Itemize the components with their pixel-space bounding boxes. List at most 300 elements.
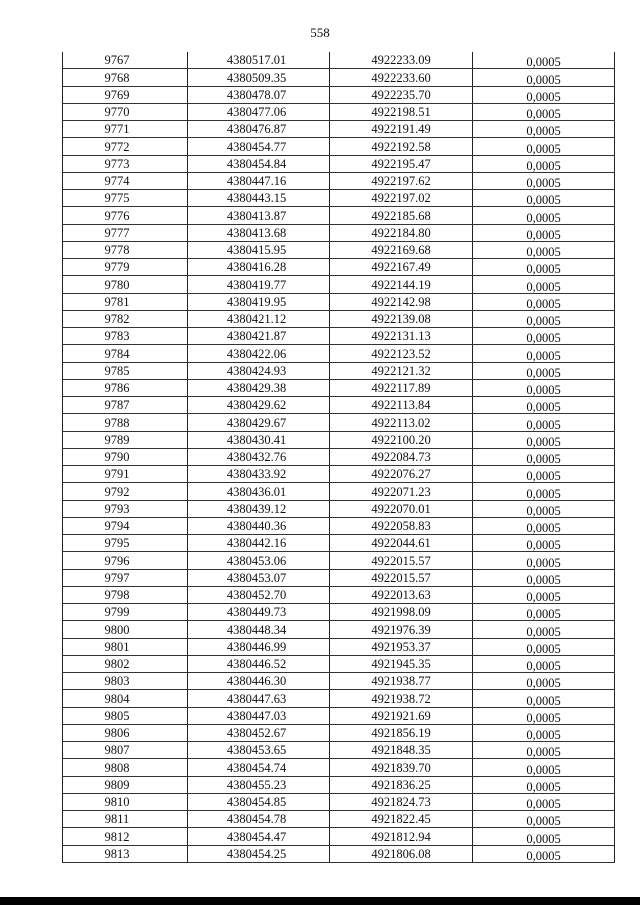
- accuracy-cell: [473, 328, 615, 345]
- accuracy-cell: [473, 69, 615, 86]
- x-coordinate-cell: [188, 310, 330, 327]
- x-coordinate-cell-text: 4380454.47: [226, 829, 287, 844]
- point-number-cell-text: 9795: [104, 536, 130, 551]
- accuracy-cell: [473, 535, 615, 552]
- point-number-cell-text: 9785: [104, 363, 130, 378]
- point-number-cell: [63, 86, 188, 103]
- accuracy-cell: [473, 586, 615, 603]
- accuracy-cell: [473, 52, 615, 69]
- x-coordinate-cell: [188, 52, 330, 69]
- table-row: [63, 414, 615, 431]
- point-number-cell: [63, 138, 188, 155]
- table-row: [63, 552, 615, 569]
- point-number-cell-text: 9769: [104, 87, 130, 102]
- accuracy-cell-text: 0,0005: [526, 469, 561, 484]
- point-number-cell: [63, 259, 188, 276]
- accuracy-cell-text: 0,0005: [526, 314, 561, 328]
- y-coordinate-cell-text: 4922198.51: [371, 105, 431, 119]
- x-coordinate-cell: [188, 569, 330, 586]
- table-row: [63, 707, 615, 724]
- accuracy-cell-text: 0,0005: [526, 365, 561, 380]
- y-coordinate-cell: [330, 535, 473, 552]
- table-row: [63, 86, 615, 103]
- y-coordinate-cell: [330, 379, 473, 396]
- y-coordinate-cell-text: 4921945.35: [371, 657, 431, 671]
- point-number-cell: [63, 362, 188, 379]
- y-coordinate-cell-text: 4922015.57: [371, 553, 431, 568]
- point-number-cell: [63, 828, 188, 845]
- point-number-cell: [63, 103, 188, 120]
- y-coordinate-cell-text: 4921839.70: [371, 760, 431, 775]
- x-coordinate-cell-text: 4380442.16: [226, 536, 287, 551]
- point-number-cell: [63, 293, 188, 310]
- accuracy-cell: [473, 552, 615, 569]
- y-coordinate-cell-text: 4922195.47: [371, 156, 431, 171]
- table-row: [63, 535, 615, 552]
- x-coordinate-cell-text: 4380454.84: [226, 156, 287, 171]
- y-coordinate-cell-text: 4922139.08: [371, 312, 431, 326]
- accuracy-cell-text: 0,0005: [526, 383, 561, 397]
- y-coordinate-cell-text: 4922071.23: [371, 484, 431, 499]
- x-coordinate-cell: [188, 431, 330, 448]
- accuracy-cell: [473, 828, 615, 845]
- y-coordinate-cell: [330, 724, 473, 741]
- accuracy-cell-text: 0,0005: [526, 452, 561, 466]
- table-row: [63, 690, 615, 707]
- x-coordinate-cell: [188, 259, 330, 276]
- point-number-cell-text: 9770: [104, 105, 130, 119]
- accuracy-cell: [473, 483, 615, 500]
- point-number-cell: [63, 638, 188, 655]
- table-row: [63, 138, 615, 155]
- accuracy-cell-text: 0,0005: [526, 227, 561, 242]
- accuracy-cell: [473, 673, 615, 690]
- point-number-cell-text: 9812: [104, 829, 130, 844]
- table-row: [63, 500, 615, 517]
- y-coordinate-cell: [330, 259, 473, 276]
- point-number-cell: [63, 552, 188, 569]
- y-coordinate-cell: [330, 414, 473, 431]
- accuracy-cell-text: 0,0005: [526, 745, 561, 760]
- point-number-cell-text: 9808: [104, 760, 130, 775]
- x-coordinate-cell: [188, 776, 330, 793]
- point-number-cell: [63, 310, 188, 327]
- y-coordinate-cell-text: 4922123.52: [371, 346, 431, 361]
- y-coordinate-cell: [330, 345, 473, 362]
- y-coordinate-cell-text: 4922197.02: [371, 191, 431, 206]
- table-row: [63, 345, 615, 362]
- point-number-cell-text: 9803: [104, 674, 130, 689]
- accuracy-cell: [473, 241, 615, 258]
- accuracy-cell: [473, 276, 615, 293]
- x-coordinate-cell-text: 4380421.87: [226, 329, 287, 344]
- y-coordinate-cell-text: 4922070.01: [371, 501, 431, 516]
- accuracy-cell-text: 0,0005: [526, 434, 561, 449]
- accuracy-cell-text: 0,0005: [526, 124, 561, 139]
- table-row: [63, 293, 615, 310]
- y-coordinate-cell: [330, 69, 473, 86]
- table-row: [63, 466, 615, 483]
- point-number-cell: [63, 155, 188, 172]
- accuracy-cell: [473, 414, 615, 431]
- y-coordinate-cell: [330, 569, 473, 586]
- y-coordinate-cell: [330, 655, 473, 672]
- x-coordinate-cell-text: 4380446.52: [226, 657, 287, 671]
- point-number-cell-text: 9767: [104, 53, 130, 68]
- y-coordinate-cell-text: 4921822.45: [371, 812, 431, 827]
- table-row: [63, 759, 615, 776]
- x-coordinate-cell-text: 4380433.92: [226, 467, 287, 482]
- accuracy-cell: [473, 569, 615, 586]
- accuracy-cell-text: 0,0005: [526, 710, 561, 725]
- point-number-cell-text: 9797: [104, 570, 130, 585]
- accuracy-cell: [473, 707, 615, 724]
- table-row: [63, 586, 615, 603]
- table-row: [63, 172, 615, 189]
- accuracy-cell: [473, 621, 615, 638]
- point-number-cell: [63, 345, 188, 362]
- table-row: [63, 621, 615, 638]
- accuracy-cell-text: 0,0005: [526, 72, 561, 87]
- point-number-cell-text: 9792: [104, 484, 130, 499]
- accuracy-cell-text: 0,0005: [526, 572, 561, 587]
- x-coordinate-cell-text: 4380455.23: [226, 777, 287, 792]
- y-coordinate-cell-text: 4922058.83: [371, 519, 431, 533]
- x-coordinate-cell-text: 4380449.73: [226, 605, 287, 620]
- table-row: [63, 103, 615, 120]
- table-row: [63, 190, 615, 207]
- point-number-cell-text: 9805: [104, 708, 130, 723]
- accuracy-cell: [473, 379, 615, 396]
- page-number: 558: [310, 25, 330, 40]
- point-number-cell: [63, 517, 188, 534]
- point-number-cell: [63, 397, 188, 414]
- point-number-cell-text: 9800: [104, 622, 130, 637]
- y-coordinate-cell-text: 4922233.09: [371, 53, 431, 68]
- x-coordinate-cell-text: 4380448.34: [226, 622, 287, 637]
- y-coordinate-cell: [330, 811, 473, 828]
- y-coordinate-cell: [330, 362, 473, 379]
- y-coordinate-cell-text: 4922184.80: [371, 225, 431, 240]
- x-coordinate-cell-text: 4380429.67: [226, 415, 287, 430]
- point-number-cell: [63, 707, 188, 724]
- x-coordinate-cell-text: 4380452.67: [226, 726, 287, 740]
- x-coordinate-cell-text: 4380447.16: [226, 174, 287, 188]
- point-number-cell: [63, 759, 188, 776]
- x-coordinate-cell-text: 4380517.01: [226, 53, 287, 68]
- point-number-cell-text: 9779: [104, 260, 130, 275]
- point-number-cell: [63, 845, 188, 862]
- y-coordinate-cell: [330, 276, 473, 293]
- x-coordinate-cell: [188, 155, 330, 172]
- point-number-cell: [63, 690, 188, 707]
- table-row: [63, 517, 615, 534]
- x-coordinate-cell-text: 4380436.01: [226, 484, 287, 499]
- point-number-cell-text: 9771: [104, 122, 130, 137]
- accuracy-cell-text: 0,0005: [526, 607, 561, 622]
- y-coordinate-cell-text: 4922113.02: [371, 415, 431, 430]
- table-row: [63, 362, 615, 379]
- x-coordinate-cell-text: 4380454.25: [226, 846, 287, 861]
- y-coordinate-cell-text: 4922142.98: [371, 294, 431, 309]
- x-coordinate-cell: [188, 552, 330, 569]
- point-number-cell-text: 9776: [104, 208, 130, 223]
- point-number-cell-text: 9778: [104, 243, 130, 257]
- y-coordinate-cell-text: 4922121.32: [371, 363, 431, 378]
- x-coordinate-cell-text: 4380413.87: [226, 208, 287, 223]
- point-number-cell: [63, 276, 188, 293]
- point-number-cell: [63, 655, 188, 672]
- y-coordinate-cell: [330, 431, 473, 448]
- accuracy-cell-text: 0,0005: [526, 262, 561, 277]
- point-number-cell: [63, 569, 188, 586]
- accuracy-cell: [473, 103, 615, 120]
- y-coordinate-cell: [330, 155, 473, 172]
- accuracy-cell-text: 0,0005: [526, 693, 561, 708]
- y-coordinate-cell-text: 4921806.08: [371, 846, 431, 861]
- x-coordinate-cell-text: 4380454.78: [226, 812, 287, 827]
- x-coordinate-cell-text: 4380446.30: [226, 674, 287, 689]
- x-coordinate-cell: [188, 500, 330, 517]
- accuracy-cell-text: 0,0005: [526, 279, 561, 294]
- point-number-cell-text: 9807: [104, 743, 130, 758]
- accuracy-cell: [473, 655, 615, 672]
- accuracy-cell: [473, 397, 615, 414]
- x-coordinate-cell-text: 4380447.03: [226, 708, 287, 723]
- point-number-cell: [63, 500, 188, 517]
- point-number-cell-text: 9794: [104, 519, 130, 533]
- y-coordinate-cell-text: 4922100.20: [371, 432, 431, 447]
- y-coordinate-cell-text: 4922113.84: [371, 398, 431, 413]
- table-row: [63, 52, 615, 69]
- x-coordinate-cell-text: 4380477.06: [226, 105, 287, 119]
- accuracy-cell-text: 0,0005: [526, 176, 561, 190]
- table-row: [63, 828, 615, 845]
- x-coordinate-cell-text: 4380476.87: [226, 122, 287, 137]
- y-coordinate-cell-text: 4921976.39: [371, 622, 431, 637]
- y-coordinate-cell: [330, 828, 473, 845]
- accuracy-cell-text: 0,0005: [526, 521, 561, 535]
- point-number-cell-text: 9811: [104, 812, 130, 827]
- x-coordinate-cell-text: 4380419.95: [226, 294, 287, 309]
- y-coordinate-cell: [330, 138, 473, 155]
- point-number-cell-text: 9788: [104, 415, 130, 430]
- x-coordinate-cell-text: 4380429.38: [226, 381, 287, 395]
- point-number-cell-text: 9804: [104, 691, 130, 706]
- point-number-cell: [63, 586, 188, 603]
- x-coordinate-cell-text: 4380413.68: [226, 225, 287, 240]
- table-row: [63, 276, 615, 293]
- accuracy-cell-text: 0,0005: [526, 417, 561, 432]
- y-coordinate-cell-text: 4921938.77: [371, 674, 431, 689]
- x-coordinate-cell: [188, 172, 330, 189]
- table-row: [63, 328, 615, 345]
- y-coordinate-cell: [330, 673, 473, 690]
- y-coordinate-cell: [330, 638, 473, 655]
- y-coordinate-cell: [330, 707, 473, 724]
- y-coordinate-cell-text: 4922084.73: [371, 450, 431, 464]
- y-coordinate-cell: [330, 172, 473, 189]
- accuracy-cell-text: 0,0005: [526, 245, 561, 259]
- accuracy-cell: [473, 448, 615, 465]
- point-number-cell: [63, 483, 188, 500]
- x-coordinate-cell-text: 4380424.93: [226, 363, 287, 378]
- y-coordinate-cell: [330, 52, 473, 69]
- accuracy-cell: [473, 362, 615, 379]
- accuracy-cell-text: 0,0005: [526, 814, 561, 829]
- x-coordinate-cell: [188, 638, 330, 655]
- x-coordinate-cell: [188, 328, 330, 345]
- accuracy-cell-text: 0,0005: [526, 676, 561, 691]
- x-coordinate-cell: [188, 397, 330, 414]
- x-coordinate-cell-text: 4380509.35: [226, 70, 287, 85]
- point-number-cell: [63, 535, 188, 552]
- y-coordinate-cell: [330, 328, 473, 345]
- x-coordinate-cell-text: 4380478.07: [226, 87, 287, 102]
- accuracy-cell-text: 0,0005: [526, 210, 561, 225]
- y-coordinate-cell: [330, 397, 473, 414]
- x-coordinate-cell-text: 4380439.12: [226, 501, 287, 516]
- accuracy-cell: [473, 759, 615, 776]
- table-row: [63, 569, 615, 586]
- x-coordinate-cell: [188, 707, 330, 724]
- accuracy-cell: [473, 517, 615, 534]
- point-number-cell: [63, 224, 188, 241]
- point-number-cell-text: 9798: [104, 588, 130, 602]
- x-coordinate-cell: [188, 466, 330, 483]
- table-row: [63, 638, 615, 655]
- point-number-cell-text: 9796: [104, 553, 130, 568]
- x-coordinate-cell-text: 4380430.41: [226, 432, 287, 447]
- point-number-cell-text: 9787: [104, 398, 130, 413]
- point-number-cell-text: 9799: [104, 605, 130, 620]
- x-coordinate-cell: [188, 448, 330, 465]
- accuracy-cell: [473, 638, 615, 655]
- point-number-cell: [63, 328, 188, 345]
- point-number-cell-text: 9773: [104, 156, 130, 171]
- x-coordinate-cell: [188, 69, 330, 86]
- accuracy-cell: [473, 500, 615, 517]
- table-row: [63, 724, 615, 741]
- accuracy-cell-text: 0,0005: [526, 486, 561, 501]
- x-coordinate-cell: [188, 293, 330, 310]
- accuracy-cell: [473, 207, 615, 224]
- x-coordinate-cell: [188, 604, 330, 621]
- y-coordinate-cell-text: 4921836.25: [371, 777, 431, 792]
- point-number-cell-text: 9781: [104, 294, 130, 309]
- table-row: [63, 431, 615, 448]
- point-number-cell: [63, 793, 188, 810]
- accuracy-cell: [473, 466, 615, 483]
- point-number-cell-text: 9777: [104, 225, 130, 240]
- y-coordinate-cell: [330, 793, 473, 810]
- y-coordinate-cell-text: 4922191.49: [371, 122, 431, 137]
- y-coordinate-cell: [330, 86, 473, 103]
- accuracy-cell-text: 0,0005: [526, 348, 561, 363]
- point-number-cell: [63, 431, 188, 448]
- x-coordinate-cell: [188, 241, 330, 258]
- point-number-cell-text: 9789: [104, 432, 130, 447]
- y-coordinate-cell: [330, 310, 473, 327]
- accuracy-cell: [473, 155, 615, 172]
- x-coordinate-cell: [188, 517, 330, 534]
- x-coordinate-cell: [188, 724, 330, 741]
- y-coordinate-cell: [330, 759, 473, 776]
- point-number-cell: [63, 466, 188, 483]
- x-coordinate-cell-text: 4380453.07: [226, 570, 287, 585]
- x-coordinate-cell: [188, 207, 330, 224]
- point-number-cell-text: 9793: [104, 501, 130, 516]
- y-coordinate-cell: [330, 448, 473, 465]
- accuracy-cell: [473, 121, 615, 138]
- y-coordinate-cell-text: 4922117.89: [371, 381, 431, 395]
- y-coordinate-cell: [330, 190, 473, 207]
- table-row: [63, 259, 615, 276]
- x-coordinate-cell-text: 4380454.77: [226, 139, 287, 154]
- accuracy-cell: [473, 604, 615, 621]
- x-coordinate-cell-text: 4380453.06: [226, 553, 287, 568]
- accuracy-cell-text: 0,0005: [526, 400, 561, 415]
- accuracy-cell-text: 0,0005: [526, 503, 561, 518]
- y-coordinate-cell-text: 4921938.72: [371, 691, 431, 706]
- x-coordinate-cell: [188, 414, 330, 431]
- x-coordinate-cell-text: 4380429.62: [226, 398, 287, 413]
- point-number-cell: [63, 811, 188, 828]
- point-number-cell-text: 9784: [104, 346, 130, 361]
- table-row: [63, 397, 615, 414]
- point-number-cell-text: 9809: [104, 777, 130, 792]
- x-coordinate-cell-text: 4380421.12: [226, 312, 287, 326]
- table-row: [63, 379, 615, 396]
- point-number-cell-text: 9810: [104, 795, 130, 809]
- y-coordinate-cell: [330, 500, 473, 517]
- y-coordinate-cell-text: 4922076.27: [371, 467, 431, 482]
- coordinates-table-body: [63, 52, 615, 862]
- point-number-cell-text: 9801: [104, 639, 130, 654]
- x-coordinate-cell: [188, 103, 330, 120]
- accuracy-cell-text: 0,0005: [526, 55, 561, 70]
- accuracy-cell: [473, 138, 615, 155]
- y-coordinate-cell-text: 4922169.68: [371, 243, 431, 257]
- point-number-cell-text: 9782: [104, 312, 130, 326]
- point-number-cell-text: 9775: [104, 191, 130, 206]
- y-coordinate-cell-text: 4922044.61: [371, 536, 431, 551]
- x-coordinate-cell: [188, 586, 330, 603]
- x-coordinate-cell-text: 4380432.76: [226, 450, 287, 464]
- point-number-cell-text: 9802: [104, 657, 130, 671]
- point-number-cell: [63, 52, 188, 69]
- y-coordinate-cell: [330, 604, 473, 621]
- point-number-cell: [63, 379, 188, 396]
- x-coordinate-cell-text: 4380452.70: [226, 588, 287, 602]
- table-row: [63, 448, 615, 465]
- y-coordinate-cell-text: 4922131.13: [371, 329, 431, 344]
- x-coordinate-cell: [188, 828, 330, 845]
- y-coordinate-cell-text: 4922013.63: [371, 588, 431, 602]
- table-row: [63, 673, 615, 690]
- point-number-cell: [63, 448, 188, 465]
- accuracy-cell-text: 0,0005: [526, 158, 561, 173]
- y-coordinate-cell: [330, 517, 473, 534]
- x-coordinate-cell: [188, 621, 330, 638]
- point-number-cell: [63, 604, 188, 621]
- x-coordinate-cell-text: 4380453.65: [226, 743, 287, 758]
- table-row: [63, 224, 615, 241]
- point-number-cell-text: 9768: [104, 70, 130, 85]
- point-number-cell: [63, 776, 188, 793]
- y-coordinate-cell-text: 4921921.69: [371, 708, 431, 723]
- x-coordinate-cell-text: 4380454.74: [226, 760, 287, 775]
